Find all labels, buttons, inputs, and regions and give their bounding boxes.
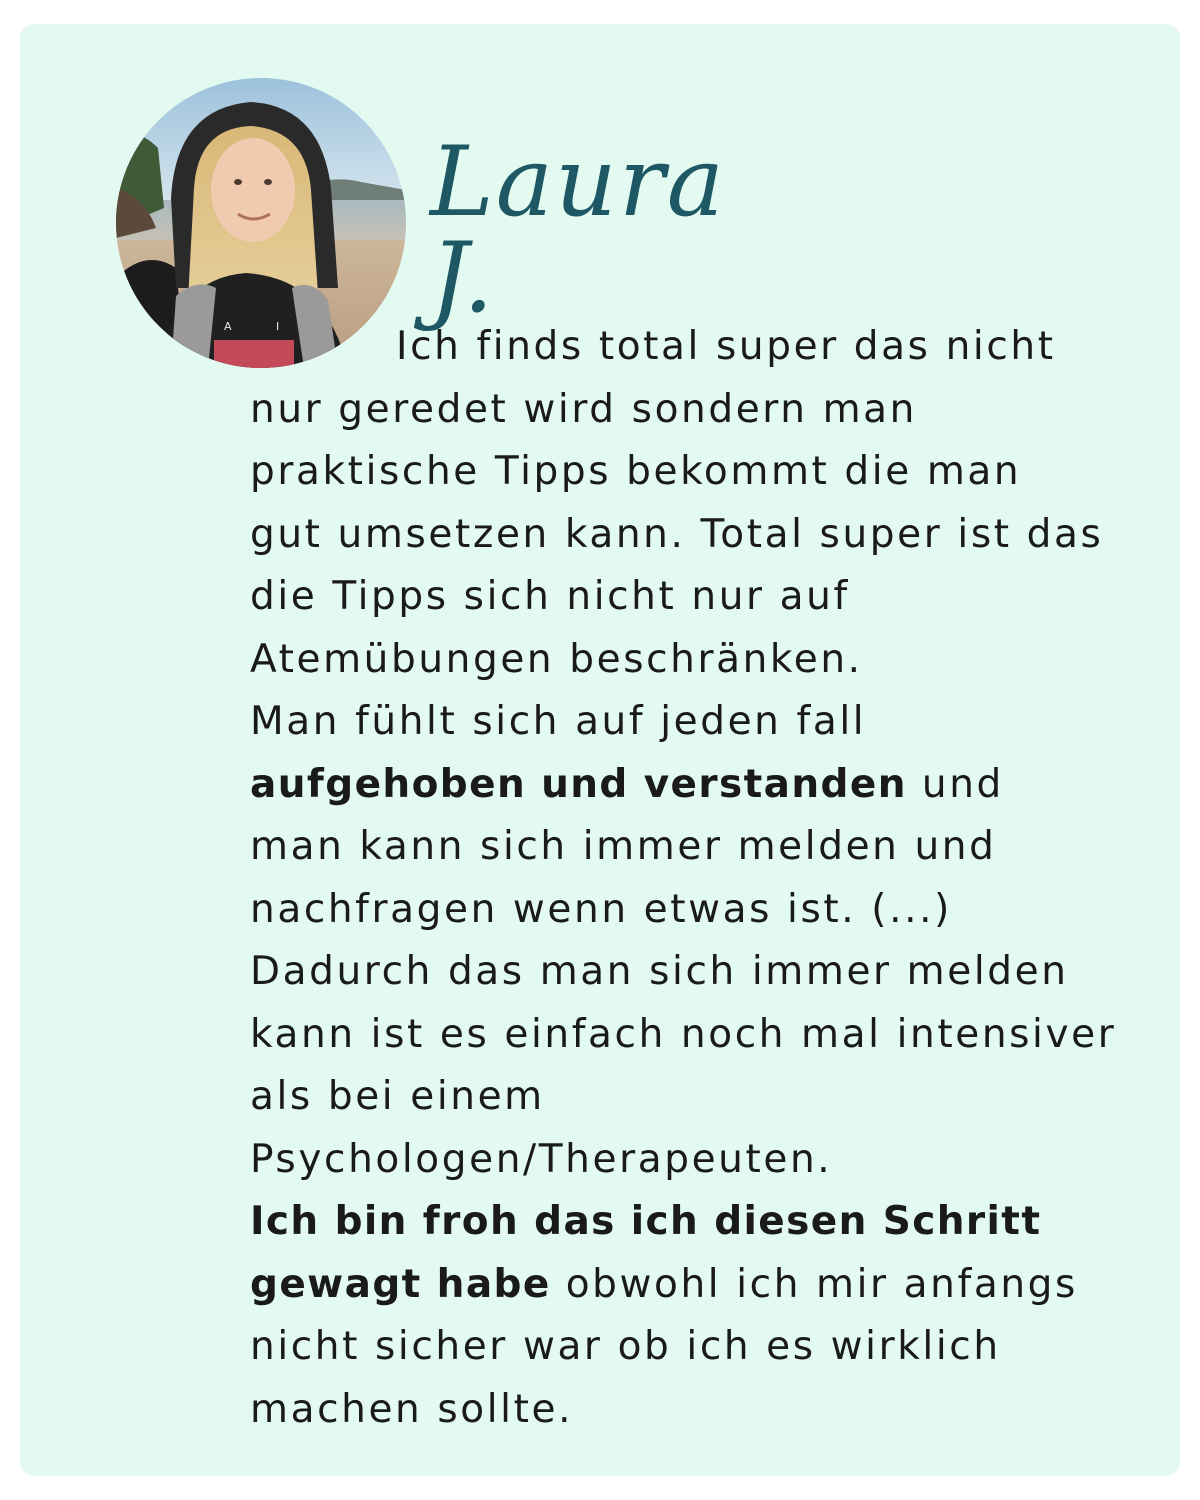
svg-text:I: I — [276, 320, 280, 333]
text-segment: obwohl ich mir anfangs — [550, 1261, 1078, 1307]
signature — [430, 126, 730, 334]
text-line — [250, 566, 1170, 629]
text-segment: als bei einem — [250, 1074, 545, 1119]
text-line — [250, 316, 1170, 379]
text-segment: gut umsetzen kann. Total super ist das — [250, 511, 1104, 557]
text-line — [250, 754, 1170, 817]
text-segment: Dadurch das man sich immer melden — [250, 949, 1069, 994]
text-segment: praktische Tipps bekommt die man — [250, 449, 1022, 494]
svg-text:A: A — [224, 320, 232, 333]
text-line — [250, 1129, 1170, 1192]
text-line — [250, 629, 1170, 692]
text-line — [250, 1379, 1170, 1442]
emphasis-text: aufgehoben und verstanden — [250, 761, 907, 807]
text-line — [250, 1316, 1170, 1379]
testimonial-text — [250, 316, 1170, 1441]
text-segment: Ich finds total super das nicht — [396, 324, 1056, 369]
text-segment: nur geredet wird sondern man — [250, 386, 917, 432]
text-segment: man kann sich immer melden und — [250, 824, 997, 869]
text-line — [250, 879, 1170, 942]
text-segment: kann ist es einfach noch mal intensiver — [250, 1011, 1117, 1057]
text-segment: Man fühlt sich auf jeden fall — [250, 699, 867, 744]
emphasis-text: Ich bin froh das ich diesen Schritt — [250, 1199, 1042, 1244]
text-segment: und — [906, 761, 1004, 807]
text-line — [250, 1004, 1170, 1067]
testimonial-card — [20, 24, 1180, 1476]
text-line — [250, 504, 1170, 567]
text-segment: Psychologen/Therapeuten. — [250, 1136, 833, 1182]
text-segment: nicht sicher war ob ich es wirklich — [250, 1324, 1001, 1369]
signature-name: Laura J. — [430, 126, 726, 334]
text-segment: machen sollte. — [250, 1386, 574, 1432]
text-line — [250, 941, 1170, 1004]
text-line — [250, 441, 1170, 504]
emphasis-text: gewagt habe — [250, 1261, 551, 1307]
text-line — [250, 691, 1170, 754]
text-line — [250, 816, 1170, 879]
text-line — [250, 1066, 1170, 1129]
text-segment: die Tipps sich nicht nur auf — [250, 574, 850, 619]
text-line — [250, 379, 1170, 442]
text-line — [250, 1191, 1170, 1254]
text-segment: nachfragen wenn etwas ist. (...) — [250, 886, 952, 932]
text-segment: Atemübungen beschränken. — [250, 636, 863, 682]
text-line — [250, 1254, 1170, 1317]
